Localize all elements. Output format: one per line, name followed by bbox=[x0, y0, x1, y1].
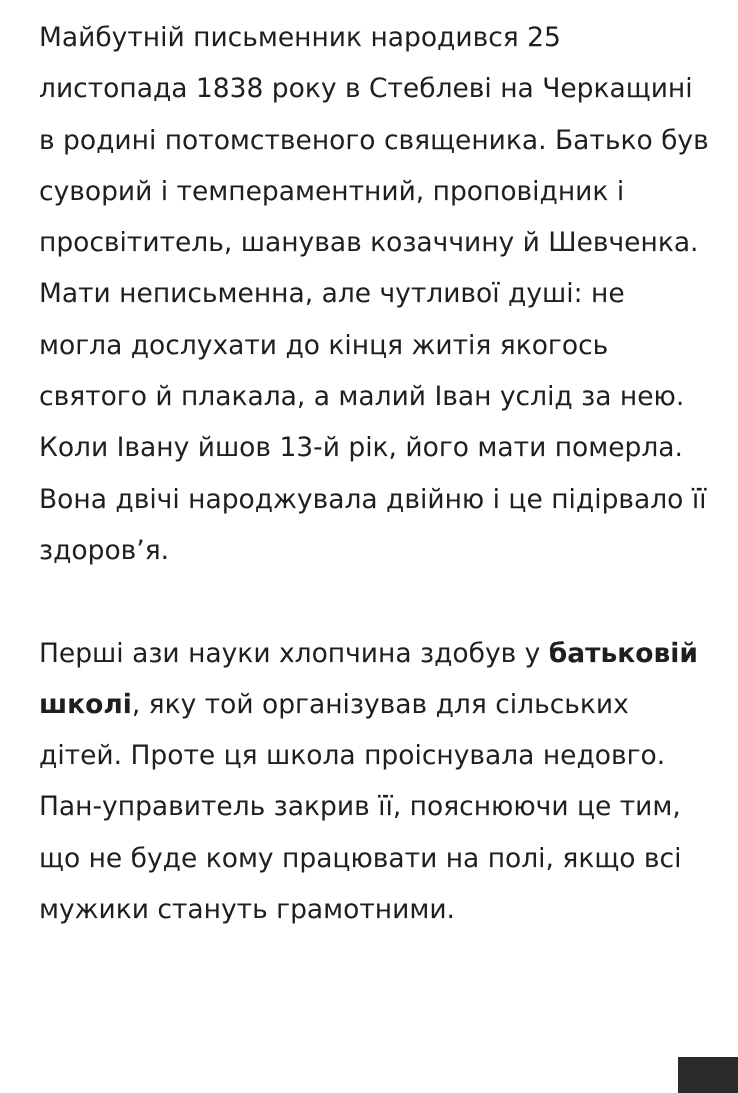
article-body bbox=[39, 12, 711, 935]
paragraph-school bbox=[39, 628, 711, 936]
bold-term: батьковій школі bbox=[39, 637, 698, 720]
floating-corner-button[interactable] bbox=[678, 1057, 738, 1093]
paragraph-spacer bbox=[39, 576, 711, 627]
paragraph-birth: Майбутній письменник народився 25 листопада 1838 року в Стеблеві на Черкащині в родині потомственого священика. Батько був суворий і темпераментний, проповідник і просвітитель, шанував козаччину й Шевченка. Мати неписьменна, але чутливої душі: не могла дослухати до кінця житія якогось святого й плакала, а малий Іван услід за нею. Коли Івану йшов 13-й рік, його мати померла. Вона двічі народжувала двійню і це підірвало її здоров’я. bbox=[39, 22, 709, 566]
paragraph-school-rest: , яку той організував для сільських дітей. Проте ця школа проіснувала недовго. Пан-управитель закрив її, пояснюючи це тим, що не буде кому працювати на полі, якщо всі мужики стануть грамотними. bbox=[39, 688, 682, 926]
paragraph-school-intro: Перші ази науки хлопчина здобув у bbox=[39, 637, 549, 669]
